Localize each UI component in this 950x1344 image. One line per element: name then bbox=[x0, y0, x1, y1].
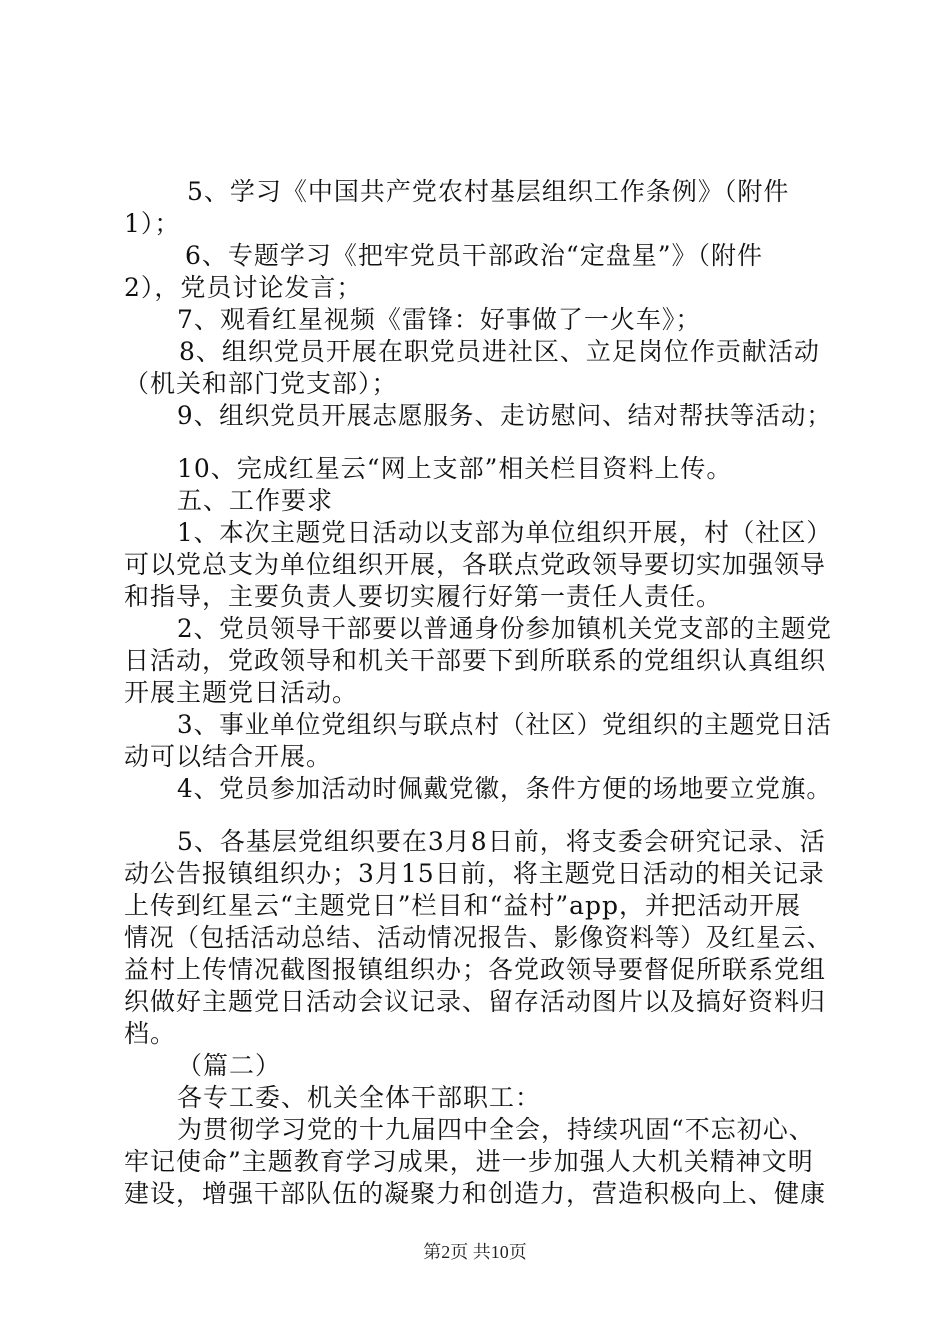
page-footer: 第2页 共10页 bbox=[423, 1242, 527, 1262]
text-line: 9、组织党员开展志愿服务、走访慰问、结对帮扶等活动； bbox=[177, 401, 832, 430]
text-line: 2），党员讨论发言； bbox=[124, 273, 363, 302]
text-line: 6、专题学习《把牢党员干部政治“定盘星”》（附件 bbox=[185, 241, 763, 270]
text-line: 和指导，主要负责人要切实履行好第一责任人责任。 bbox=[124, 582, 723, 611]
text-line: 1、本次主题党日活动以支部为单位组织开展，村（社区） bbox=[177, 518, 832, 547]
text-line: 益村上传情况截图报镇组织办；各党政领导要督促所联系党组 bbox=[124, 955, 827, 984]
text-line: 织做好主题党日活动会议记录、留存活动图片以及搞好资料归 bbox=[124, 987, 827, 1016]
text-line: 各专工委、机关全体干部职工： bbox=[177, 1083, 542, 1112]
text-line: 1）； bbox=[124, 209, 181, 238]
text-line: 上传到红星云“主题党日”栏目和“益村”app，并把活动开展 bbox=[124, 891, 802, 920]
text-line: 档。 bbox=[124, 1019, 177, 1048]
text-line: 8、组织党员开展在职党员进社区、立足岗位作贡献活动 bbox=[179, 337, 820, 366]
text-line: 日活动，党政领导和机关干部要下到所联系的党组织认真组织 bbox=[124, 646, 827, 675]
text-line: 2、党员领导干部要以普通身份参加镇机关党支部的主题党 bbox=[177, 614, 832, 643]
text-line: 4、党员参加活动时佩戴党徽，条件方便的场地要立党旗。 bbox=[177, 774, 832, 803]
section-heading: 五、工作要求 bbox=[177, 486, 334, 515]
text-line: 建设，增强干部队伍的凝聚力和创造力，营造积极向上、健康 bbox=[124, 1179, 827, 1208]
text-line: 7、观看红星视频《雷锋：好事做了一火车》； bbox=[177, 305, 702, 334]
text-line: 情况（包括活动总结、活动情况报告、影像资料等）及红星云、 bbox=[124, 923, 832, 952]
text-line: 动可以结合开展。 bbox=[124, 742, 333, 771]
text-line: 10、完成红星云“网上支部”相关栏目资料上传。 bbox=[177, 454, 733, 483]
text-line: 可以党总支为单位组织开展，各联点党政领导要切实加强领导 bbox=[124, 550, 827, 579]
text-line: 5、学习《中国共产党农村基层组织工作条例》（附件 bbox=[187, 177, 790, 206]
text-line: 动公告报镇组织办；3月15日前，将主题党日活动的相关记录 bbox=[124, 859, 825, 888]
section-heading: （篇二） bbox=[177, 1051, 282, 1080]
text-line: 开展主题党日活动。 bbox=[124, 678, 359, 707]
text-line: 牢记使命”主题教育学习成果，进一步加强人大机关精神文明 bbox=[124, 1147, 814, 1176]
text-line: （机关和部门党支部）； bbox=[124, 369, 398, 398]
text-line: 3、事业单位党组织与联点村（社区）党组织的主题党日活 bbox=[177, 710, 832, 739]
text-line: 5、各基层党组织要在3月8日前，将支委会研究记录、活 bbox=[177, 827, 826, 856]
text-line: 为贯彻学习党的十九届四中全会，持续巩固“不忘初心、 bbox=[177, 1115, 815, 1144]
